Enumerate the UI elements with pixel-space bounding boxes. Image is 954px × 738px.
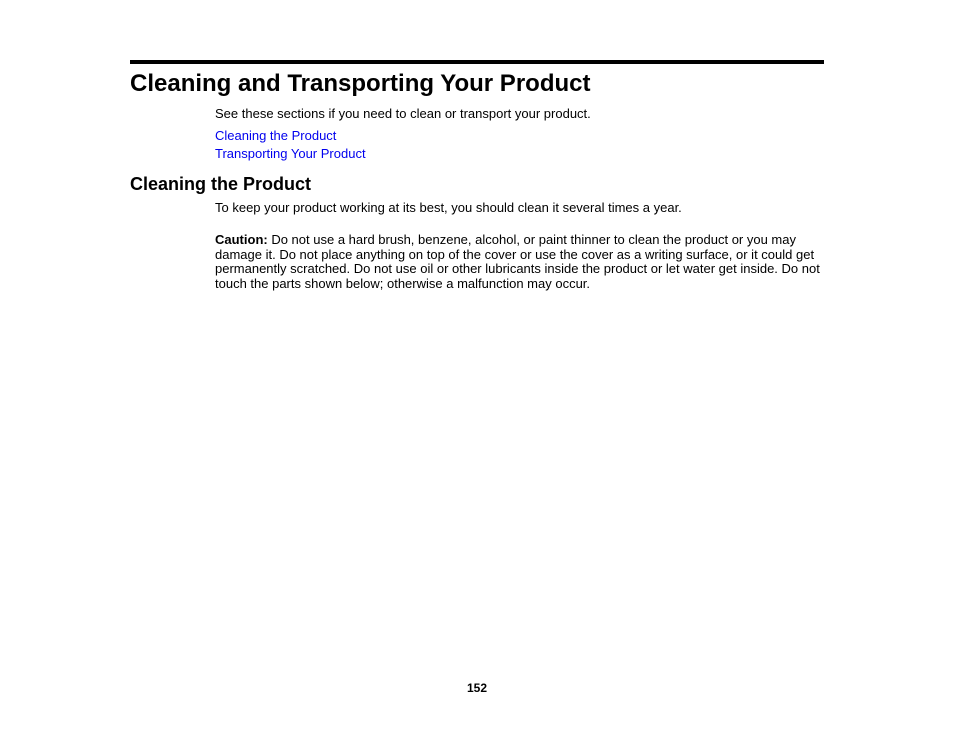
page-title: Cleaning and Transporting Your Product xyxy=(130,70,591,97)
caution-text: Do not use a hard brush, benzene, alcohol, or paint thinner to clean the product or you may damage it. Do not place anything on top of the cover or use the cover as a writing surface, or it could get permanently scratched. Do not use oil or other lubricants inside the product or let water get inside. Do not touch the parts shown below; otherwise a malfunction may occur. xyxy=(215,232,820,291)
list-item xyxy=(215,127,366,145)
link-transporting-your-product[interactable]: Transporting Your Product xyxy=(215,146,366,161)
caution-label: Caution: xyxy=(215,232,268,247)
intro-text: See these sections if you need to clean or transport your product. xyxy=(215,106,591,121)
section-links xyxy=(215,127,366,163)
section-text: To keep your product working at its best, you should clean it several times a year. xyxy=(215,200,682,215)
caution-note xyxy=(215,233,820,291)
link-cleaning-the-product[interactable]: Cleaning the Product xyxy=(215,128,337,143)
section-heading: Cleaning the Product xyxy=(130,174,312,194)
title-rule xyxy=(130,60,824,64)
list-item xyxy=(215,145,366,163)
page-number: 152 xyxy=(466,681,488,695)
